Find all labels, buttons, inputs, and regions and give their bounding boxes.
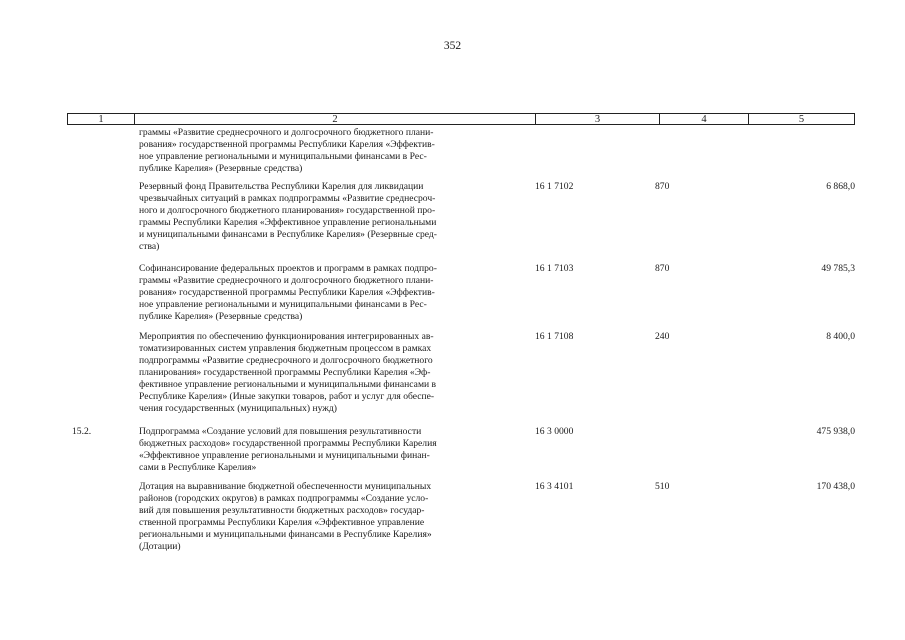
row-code: 16 3 0000 — [535, 426, 574, 437]
row-amount: 49 785,3 — [821, 263, 855, 274]
column-header-row — [67, 113, 855, 125]
description-line: фективное управление региональными и муниципальными финансами в — [139, 379, 437, 390]
row-code: 16 1 7108 — [535, 331, 574, 342]
description-line: чения государственных (муниципальных) нужд) — [139, 403, 337, 414]
description-line: Софинансирование федеральных проектов и программ в рамках подпро- — [139, 263, 437, 274]
row-amount: 8 400,0 — [826, 331, 855, 342]
description-line: Подпрограмма «Создание условий для повышения результативности — [139, 426, 422, 437]
row-description — [139, 481, 511, 553]
description-line: ства) — [139, 241, 160, 252]
column-header-3: 3 — [594, 114, 601, 125]
column-header-4: 4 — [701, 114, 707, 125]
description-line: и муниципальными финансами в Республике Карелия» (Резервные сред- — [139, 229, 437, 240]
description-line: томатизированных систем управления бюджетным процессом в рамках — [139, 343, 432, 354]
description-line: ное управление региональными и муниципальными финансами в Рес- — [139, 299, 427, 310]
row-description — [139, 127, 511, 175]
description-line: Мероприятия по обеспечению функционирования интегрированных ав- — [139, 331, 434, 342]
description-line: ного и долгосрочного бюджетного планирования» государственной про- — [139, 205, 436, 216]
description-line: региональными и муниципальными финансами в Республике Карелия» — [139, 529, 432, 540]
page-number: 352 — [443, 40, 462, 52]
description-line: бюджетных расходов» государственной программы Республики Карелия — [139, 438, 437, 449]
description-line: Резервный фонд Правительства Республики Карелия для ликвидации — [139, 181, 424, 192]
description-line: чрезвычайных ситуаций в рамках подпрограммы «Развитие среднесроч- — [139, 193, 436, 204]
description-line: публике Карелия» (Резервные средства) — [139, 311, 303, 322]
column-header-5: 5 — [798, 114, 805, 125]
column-header-2: 2 — [332, 114, 338, 125]
description-line: граммы «Развитие среднесрочного и долгосрочного бюджетного плани- — [139, 127, 434, 138]
description-line: «Эффективное управление региональными и муниципальными финан- — [139, 450, 430, 461]
description-line: планирования» государственной программы Республики Карелия «Эф- — [139, 367, 431, 378]
row-code: 16 3 4101 — [535, 481, 574, 492]
description-line: граммы Республики Карелия «Эффективное управление региональными — [139, 217, 437, 228]
row-amount: 475 938,0 — [816, 426, 855, 437]
description-line: публике Карелия» (Резервные средства) — [139, 163, 303, 174]
description-line: рования» государственной программы Республики Карелия «Эффектив- — [139, 139, 435, 150]
description-line: сами в Республике Карелия» — [139, 462, 257, 473]
row-type: 240 — [655, 331, 670, 342]
row-type: 870 — [655, 263, 670, 274]
description-line: рования» государственной программы Республики Карелия «Эффектив- — [139, 287, 435, 298]
description-line: подпрограммы «Развитие среднесрочного и долгосрочного бюджетного — [139, 355, 433, 366]
description-line: Республике Карелия» (Иные закупки товаров, работ и услуг для обеспе- — [139, 391, 435, 402]
description-line: ственной программы Республики Карелия «Эффективное управление — [139, 517, 425, 528]
description-line: районов (городских округов) в рамках подпрограммы «Создание усло- — [139, 493, 429, 504]
description-line: вий для повышения результативности бюджетных расходов» государ- — [139, 505, 425, 516]
row-description — [139, 331, 511, 415]
description-line: Дотация на выравнивание бюджетной обеспеченности муниципальных — [139, 481, 432, 492]
description-line: граммы «Развитие среднесрочного и долгосрочного бюджетного плани- — [139, 275, 434, 286]
row-type: 510 — [655, 481, 670, 492]
row-amount: 170 438,0 — [816, 481, 855, 492]
row-code: 16 1 7103 — [535, 263, 574, 274]
row-type: 870 — [655, 181, 670, 192]
column-header-1: 1 — [98, 114, 104, 125]
row-description — [139, 263, 511, 323]
row-amount: 6 868,0 — [826, 181, 855, 192]
row-description — [139, 426, 511, 474]
row-number: 15.2. — [72, 426, 92, 437]
description-line: (Дотации) — [139, 541, 181, 552]
row-description — [139, 181, 511, 253]
row-code: 16 1 7102 — [535, 181, 574, 192]
description-line: ное управление региональными и муниципальными финансами в Рес- — [139, 151, 427, 162]
